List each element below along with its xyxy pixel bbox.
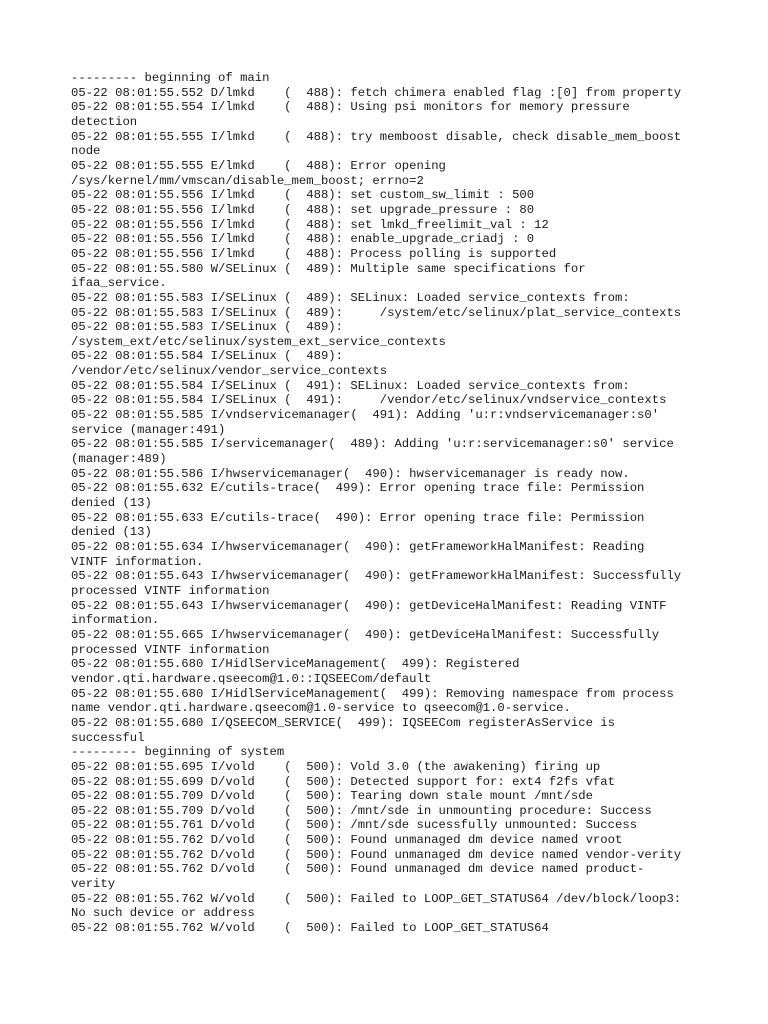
log-line: 05-22 08:01:55.556 I/lmkd ( 488): set upgrade_pressure : 80	[71, 202, 535, 217]
log-line: 05-22 08:01:55.585 I/vndservicemanager( 491): Adding 'u:r:vndservicemanager:s0'	[71, 408, 660, 423]
log-line: node	[71, 144, 101, 159]
log-line: (manager:489)	[71, 452, 167, 467]
log-line: 05-22 08:01:55.583 I/SELinux ( 489): SELinux: Loaded service_contexts from:	[71, 290, 630, 305]
log-line: 05-22 08:01:55.643 I/hwservicemanager( 490): getDeviceHalManifest: Reading VINTF	[71, 598, 667, 613]
log-line: /vendor/etc/selinux/vendor_service_contexts	[71, 364, 388, 379]
log-line: detection	[71, 114, 138, 129]
log-line: ifaa_service.	[71, 276, 167, 291]
log-line: 05-22 08:01:55.554 I/lmkd ( 488): Using psi monitors for memory pressure	[71, 100, 630, 115]
log-line: 05-22 08:01:55.762 W/vold ( 500): Failed to LOOP_GET_STATUS64 /dev/block/loop3:	[71, 891, 682, 906]
log-line: No such device or address	[71, 906, 255, 921]
log-line: 05-22 08:01:55.586 I/hwservicemanager( 490): hwservicemanager is ready now.	[71, 466, 630, 481]
log-line: processed VINTF information	[71, 642, 270, 657]
log-line: 05-22 08:01:55.633 E/cutils-trace( 490): Error opening trace file: Permission	[71, 510, 645, 525]
log-line: 05-22 08:01:55.632 E/cutils-trace( 499): Error opening trace file: Permission	[71, 481, 645, 496]
log-line: denied (13)	[71, 496, 152, 511]
log-line: service (manager:491)	[71, 422, 226, 437]
log-line: 05-22 08:01:55.709 D/vold ( 500): /mnt/sde in unmounting procedure: Success	[71, 803, 652, 818]
log-line: 05-22 08:01:55.643 I/hwservicemanager( 490): getFrameworkHalManifest: Successfully	[71, 569, 682, 584]
log-line: 05-22 08:01:55.583 I/SELinux ( 489):	[71, 320, 343, 335]
log-line: name vendor.qti.hardware.qseecom@1.0-service to qseecom@1.0-service.	[71, 701, 571, 716]
log-line: VINTF information.	[71, 554, 204, 569]
log-line: --------- beginning of system	[71, 745, 285, 760]
log-line: 05-22 08:01:55.580 W/SELinux ( 489): Multiple same specifications for	[71, 261, 586, 276]
log-line: --------- beginning of main	[71, 71, 270, 85]
log-line: 05-22 08:01:55.634 I/hwservicemanager( 490): getFrameworkHalManifest: Reading	[71, 540, 645, 554]
log-line: information.	[71, 613, 160, 628]
log-line: 05-22 08:01:55.584 I/SELinux ( 489):	[71, 349, 343, 364]
log-line: 05-22 08:01:55.583 I/SELinux ( 489): /system/etc/selinux/plat_service_contexts	[71, 305, 682, 320]
log-line: /system_ext/etc/selinux/system_ext_service_contexts	[71, 334, 446, 349]
log-line: vendor.qti.hardware.qseecom@1.0::IQSEECom/default	[71, 671, 432, 686]
log-line: 05-22 08:01:55.680 I/QSEECOM_SERVICE( 499): IQSEECom registerAsService is	[71, 715, 615, 730]
log-line: denied (13)	[71, 525, 152, 540]
log-line: 05-22 08:01:55.584 I/SELinux ( 491): SELinux: Loaded service_contexts from:	[71, 378, 630, 393]
log-line: verity	[71, 877, 116, 892]
log-line: 05-22 08:01:55.680 I/HidlServiceManagement( 499): Removing namespace from process	[71, 686, 674, 701]
log-line: 05-22 08:01:55.556 I/lmkd ( 488): Process polling is supported	[71, 246, 557, 261]
log-line: 05-22 08:01:55.699 D/vold ( 500): Detected support for: ext4 f2fs vfat	[71, 774, 615, 789]
log-line: 05-22 08:01:55.695 I/vold ( 500): Vold 3.0 (the awakening) firing up	[71, 759, 601, 774]
log-line: 05-22 08:01:55.665 I/hwservicemanager( 490): getDeviceHalManifest: Successfully	[71, 627, 660, 642]
log-line: 05-22 08:01:55.762 D/vold ( 500): Found unmanaged dm device named vroot	[71, 833, 623, 848]
log-line: 05-22 08:01:55.555 E/lmkd ( 488): Error opening	[71, 158, 446, 173]
log-line: 05-22 08:01:55.762 D/vold ( 500): Found unmanaged dm device named vendor-verity	[71, 847, 682, 862]
log-line: 05-22 08:01:55.762 W/vold ( 500): Failed to LOOP_GET_STATUS64	[71, 921, 549, 936]
log-line: 05-22 08:01:55.556 I/lmkd ( 488): set lmkd_freelimit_val : 12	[71, 217, 549, 232]
log-line: 05-22 08:01:55.555 I/lmkd ( 488): try memboost disable, check disable_mem_boost	[71, 129, 682, 144]
log-line: 05-22 08:01:55.680 I/HidlServiceManagement( 499): Registered	[71, 657, 520, 672]
log-line: processed VINTF information	[71, 583, 270, 598]
log-line: 05-22 08:01:55.762 D/vold ( 500): Found unmanaged dm device named product-	[71, 862, 645, 877]
log-line: 05-22 08:01:55.761 D/vold ( 500): /mnt/sde sucessfully unmounted: Success	[71, 818, 638, 833]
log-line: 05-22 08:01:55.584 I/SELinux ( 491): /vendor/etc/selinux/vndservice_contexts	[71, 393, 667, 408]
log-line: /sys/kernel/mm/vmscan/disable_mem_boost; errno=2	[71, 173, 424, 188]
log-line: successful	[71, 730, 145, 745]
log-line: 05-22 08:01:55.552 D/lmkd ( 488): fetch chimera enabled flag :[0] from property	[71, 85, 682, 100]
log-line: 05-22 08:01:55.556 I/lmkd ( 488): set custom_sw_limit : 500	[71, 188, 535, 203]
log-line: 05-22 08:01:55.556 I/lmkd ( 488): enable_upgrade_criadj : 0	[71, 232, 535, 247]
log-line: 05-22 08:01:55.585 I/servicemanager( 489): Adding 'u:r:servicemanager:s0' service	[71, 437, 674, 452]
log-line: 05-22 08:01:55.709 D/vold ( 500): Tearing down stale mount /mnt/sde	[71, 789, 593, 804]
log-document	[71, 71, 711, 936]
